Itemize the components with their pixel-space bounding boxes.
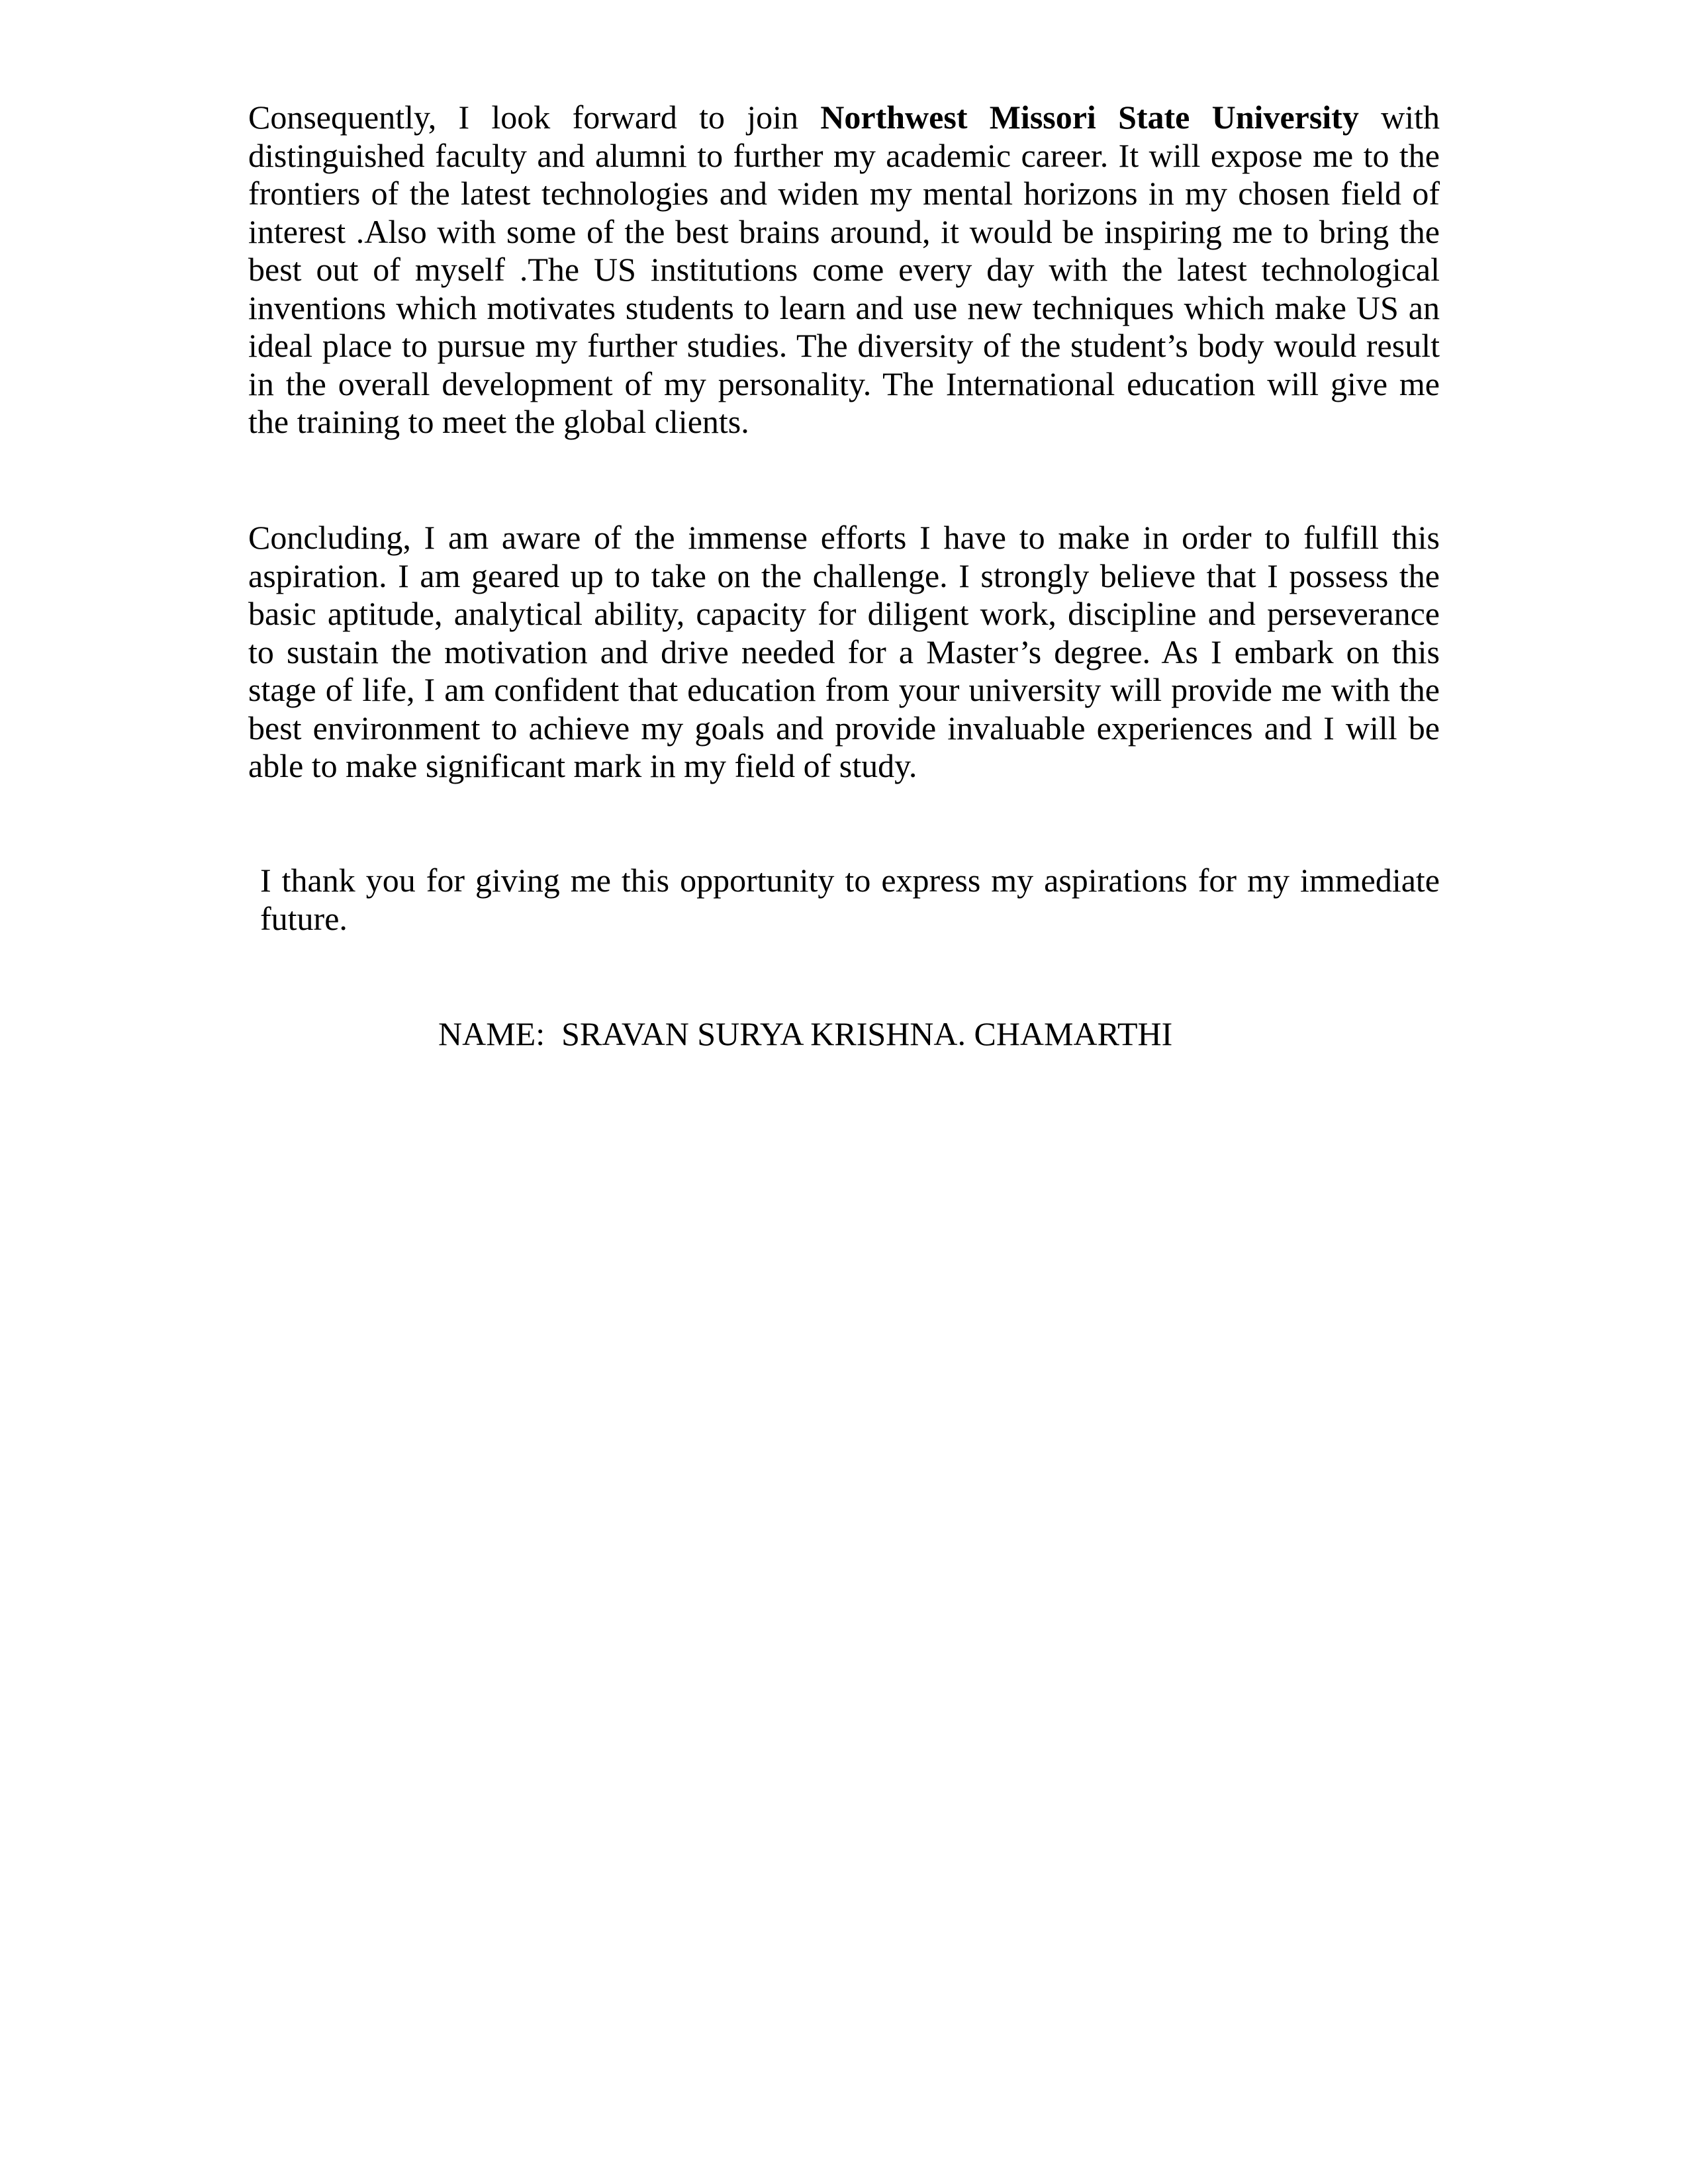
paragraph-conclusion: Concluding, I am aware of the immense efforts I have to make in order to fulfill this aspiration. I am geared up to take on the challenge. I strongly believe that I possess the basic aptitude, analytical ability, capacity for diligent work, discipline and perseverance to sustain the motivation and drive needed for a Master’s degree. As I embark on this stage of life, I am confident that education from your university will provide me with the best environment to achieve my goals and provide invaluable experiences and I will be able to make significant mark in my field of study.	[248, 519, 1440, 784]
paragraph-1-lead-text: Consequently, I look forward to join	[248, 99, 821, 136]
signature-label: NAME:	[438, 1015, 545, 1052]
signature-line	[438, 1014, 1172, 1054]
paragraph-thanks: I thank you for giving me this opportunity to express my aspirations for my immediate future.	[260, 862, 1440, 937]
signature-name: SRAVAN SURYA KRISHNA. CHAMARTHI	[561, 1015, 1173, 1052]
paragraph-1-body-text: with distinguished faculty and alumni to further my academic career. It will expose me to the frontiers of the latest technologies and widen my mental horizons in my chosen field of interest .Also with some of the best brains around, it would be inspiring me to bring the best out of myself .The US institutions come every day with the latest technological inventions which motivates students to learn and use new techniques which make US an ideal place to pursue my further studies. The diversity of the student’s body would result in the overall development of my personality. The International education will give me the training to meet the global clients.	[248, 99, 1440, 440]
university-name: Northwest Missori State University	[820, 99, 1359, 136]
paragraph-university-goals	[248, 99, 1440, 441]
